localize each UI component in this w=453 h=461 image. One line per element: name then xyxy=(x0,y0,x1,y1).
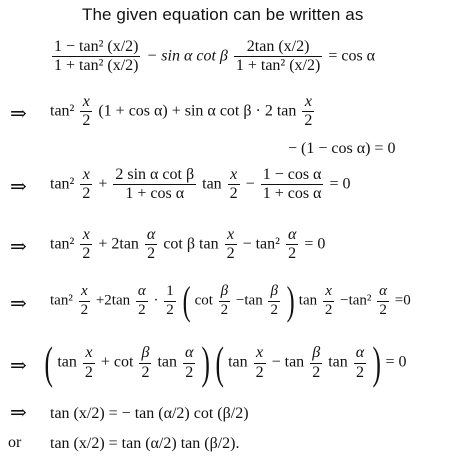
fraction: $\frac{\alpha}{2}$ xyxy=(146,226,156,263)
equation-line-6: ( tan $\frac{x}{2}$ + cot $\frac{\beta}{2}$ tan $\frac{\alpha}{2}$ ) ( tan $\frac{x}{2}$ − tan $\frac{\beta}{2}$ tan $\frac{\alpha}{2}$ ) = 0 xyxy=(44,337,407,388)
implies-arrow: ⇒ xyxy=(10,103,27,125)
right-paren: ) xyxy=(286,278,295,323)
fraction: $\frac{\text{2 sin α cot β}}{\text{1 + cos α}}$ xyxy=(115,166,195,203)
implies-arrow: ⇒ xyxy=(10,402,27,424)
implies-arrow: ⇒ xyxy=(10,236,27,258)
fraction: $\frac{\alpha}{2}$ xyxy=(287,226,297,263)
fraction: $\frac{x}{2}$ xyxy=(226,226,235,263)
left-paren: ( xyxy=(182,278,191,323)
fraction: $\frac{x}{2}$ xyxy=(229,166,238,203)
equation-line-7: tan (x/2) = − tan (α/2) cot (β/2) xyxy=(50,405,249,422)
fraction: $\frac{x}{2}$ xyxy=(82,166,91,203)
equation-line-2: tan² $\frac{x}{2}$ (1 + cos α) + sin α cot β · 2 tan $\frac{x}{2}$ xyxy=(50,93,313,130)
fraction: $\frac{\alpha}{2}$ xyxy=(379,283,388,318)
fraction: $\frac{\beta}{2}$ xyxy=(312,344,321,381)
equation-line-5: tan² $\frac{x}{2}$ +2tan $\frac{\alpha}{2}$ · $\frac{1}{2}$ ( cot $\frac{\beta}{2}$ −tan $\frac{\beta}{2}$ ) tan $\frac{x}{2}$ −tan² $\frac{\alpha}{2}$ =0 xyxy=(50,278,411,323)
fraction: $\frac{\alpha}{2}$ xyxy=(185,344,194,381)
fraction: $\frac{x}{2}$ xyxy=(82,93,91,130)
fraction: $\frac{x}{2}$ xyxy=(84,344,93,381)
fraction: $\frac{\text{1 − tan² (x/2)}}{\text{1 + tan² (x/2)}}$ xyxy=(54,38,139,75)
equation-line-3: tan² $\frac{x}{2}$ + $\frac{\text{2 sin α cot β}}{\text{1 + cos α}}$ tan $\frac{x}{2}$ − $\frac{\text{1 − cos α}}{\text{1 + cos α}}$ = 0 xyxy=(50,166,351,203)
rhs: = cos α xyxy=(328,47,376,65)
fraction: $\frac{\beta}{2}$ xyxy=(141,344,150,381)
implies-arrow: ⇒ xyxy=(10,293,27,315)
fraction: $\frac{x}{2}$ xyxy=(304,93,313,130)
fraction: $\frac{\beta}{2}$ xyxy=(270,283,278,318)
fraction: $\frac{x}{2}$ xyxy=(82,226,91,263)
heading: The given equation can be written as xyxy=(82,5,364,24)
equation-line-1 xyxy=(50,38,375,76)
fraction: $\frac{x}{2}$ xyxy=(255,344,264,381)
implies-arrow: ⇒ xyxy=(10,355,27,377)
fraction: $\frac{\text{1 − cos α}}{\text{1 + cos α}}$ xyxy=(262,166,322,203)
or-label: or xyxy=(8,434,22,451)
fraction: $\frac{x}{2}$ xyxy=(324,283,333,318)
fraction: $\frac{2\tan (x/2)}{\text{1 + tan² (x/2)}}$ xyxy=(235,38,321,75)
equation-line-4: tan² $\frac{x}{2}$ + 2tan $\frac{\alpha}{2}$ cot β tan $\frac{x}{2}$ − tan² $\frac{\alpha}{2}$ = 0 xyxy=(50,226,326,263)
equation-line-2-continued: − (1 − cos α) = 0 xyxy=(288,140,396,157)
left-paren: ( xyxy=(44,337,53,388)
equation-line-8: tan (x/2) = tan (α/2) tan (β/2). xyxy=(50,435,240,452)
right-paren: ) xyxy=(201,337,211,388)
fraction: $\frac{\alpha}{2}$ xyxy=(355,344,365,381)
fraction: $\frac{x}{2}$ xyxy=(80,283,89,318)
fraction: $\frac{\beta}{2}$ xyxy=(220,283,229,318)
implies-arrow: ⇒ xyxy=(10,176,27,198)
term: − sin α cot β xyxy=(146,47,228,65)
right-paren: ) xyxy=(372,337,382,388)
fraction: $\frac{1}{2}$ xyxy=(166,283,174,318)
left-paren: ( xyxy=(215,337,224,388)
fraction: $\frac{\alpha}{2}$ xyxy=(137,283,146,318)
